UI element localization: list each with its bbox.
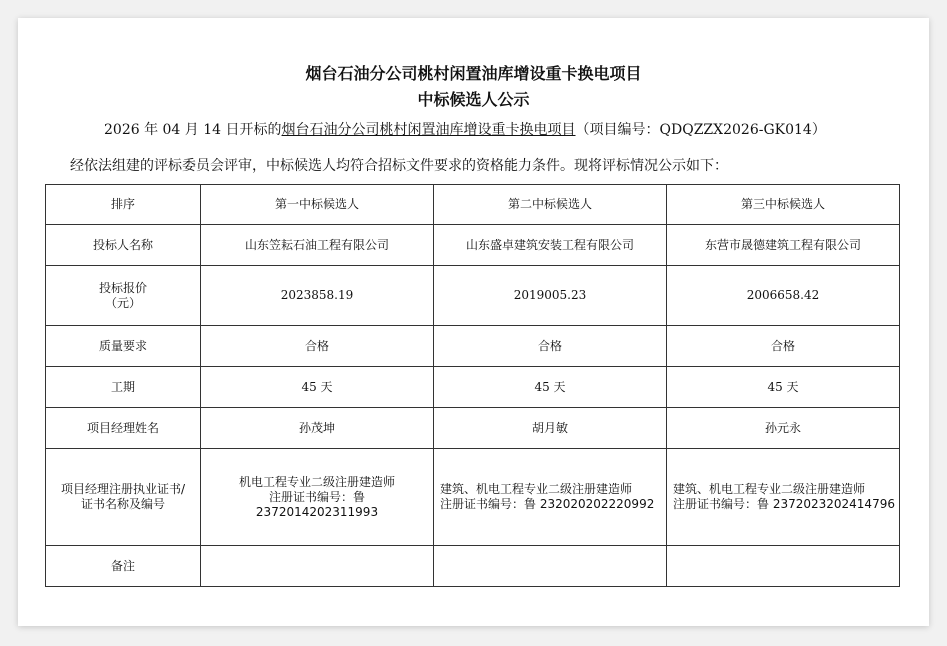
table-row-duration	[46, 367, 900, 408]
remarks-second	[434, 546, 667, 587]
document-title: 烟台石油分公司桃村闲置油库增设重卡换电项目	[305, 64, 642, 83]
price-third: 2006658.42	[667, 266, 900, 326]
row-label-quality: 质量要求	[46, 326, 201, 367]
intro-date-text: 2026 年 04 月 14 日开标的	[104, 122, 282, 138]
row-label-remarks: 备注	[46, 546, 201, 587]
header-rank: 排序	[46, 185, 201, 225]
certificate-label-line2: 证书名称及编号	[80, 497, 165, 511]
price-second: 2019005.23	[434, 266, 667, 326]
row-label-bidder: 投标人名称	[46, 225, 201, 266]
certificate-first-line2: 注册证书编号：鲁	[268, 489, 365, 504]
duration-second: 45 天	[434, 367, 667, 408]
bidder-first: 山东笠耘石油工程有限公司	[201, 225, 434, 266]
row-label-price	[46, 266, 201, 326]
candidates-table	[45, 184, 900, 587]
table-row-certificate	[46, 449, 900, 546]
certificate-second-line1: 建筑、机电工程专业二级注册建造师	[440, 482, 633, 496]
certificate-second-line2: 注册证书编号：鲁 232020202220992	[440, 497, 655, 511]
table-row-quality	[46, 326, 900, 367]
certificate-first-line3: 2372014202311993	[255, 504, 379, 519]
price-first: 2023858.19	[201, 266, 434, 326]
bidder-third: 东营市晟德建筑工程有限公司	[667, 225, 900, 266]
manager-third: 孙元永	[667, 408, 900, 449]
quality-third: 合格	[667, 326, 900, 367]
quality-first: 合格	[201, 326, 434, 367]
certificate-third-line2: 注册证书编号：鲁 2372023202414796	[673, 497, 895, 511]
document-page	[18, 18, 929, 626]
certificate-second	[434, 449, 667, 546]
manager-second: 胡月敏	[434, 408, 667, 449]
certificate-third	[667, 449, 900, 546]
header-first-candidate: 第一中标候选人	[201, 185, 434, 225]
intro-paragraph	[104, 120, 904, 140]
header-third-candidate: 第三中标候选人	[667, 185, 900, 225]
duration-third: 45 天	[667, 367, 900, 408]
duration-first: 45 天	[201, 367, 434, 408]
remarks-first	[201, 546, 434, 587]
intro-project-number: （项目编号：QDQZZX2026-GK014）	[575, 122, 826, 138]
row-label-duration: 工期	[46, 367, 201, 408]
certificate-label-line1: 项目经理注册执业证书/	[60, 482, 186, 496]
evaluation-statement: 经依法组建的评标委员会评审，中标候选人均符合招标文件要求的资格能力条件。现将评标情况公示如下：	[70, 158, 728, 174]
table-row-bidder	[46, 225, 900, 266]
table-row-manager	[46, 408, 900, 449]
row-label-manager: 项目经理姓名	[46, 408, 201, 449]
table-header-row	[46, 185, 900, 225]
table-row-remarks	[46, 546, 900, 587]
intro-project-name: 烟台石油分公司桃村闲置油库增设重卡换电项目	[281, 122, 576, 138]
certificate-third-line1: 建筑、机电工程专业二级注册建造师	[673, 482, 866, 496]
price-label-line1: 投标报价	[98, 280, 147, 295]
document-subtitle: 中标候选人公示	[417, 90, 530, 109]
table-row-price	[46, 266, 900, 326]
manager-first: 孙茂坤	[201, 408, 434, 449]
quality-second: 合格	[434, 326, 667, 367]
price-label-line2: （元）	[104, 295, 141, 310]
bidder-second: 山东盛卓建筑安装工程有限公司	[434, 225, 667, 266]
certificate-first	[201, 449, 434, 546]
header-second-candidate: 第二中标候选人	[434, 185, 667, 225]
row-label-certificate	[46, 449, 201, 546]
certificate-first-line1: 机电工程专业二级注册建造师	[238, 474, 395, 489]
remarks-third	[667, 546, 900, 587]
